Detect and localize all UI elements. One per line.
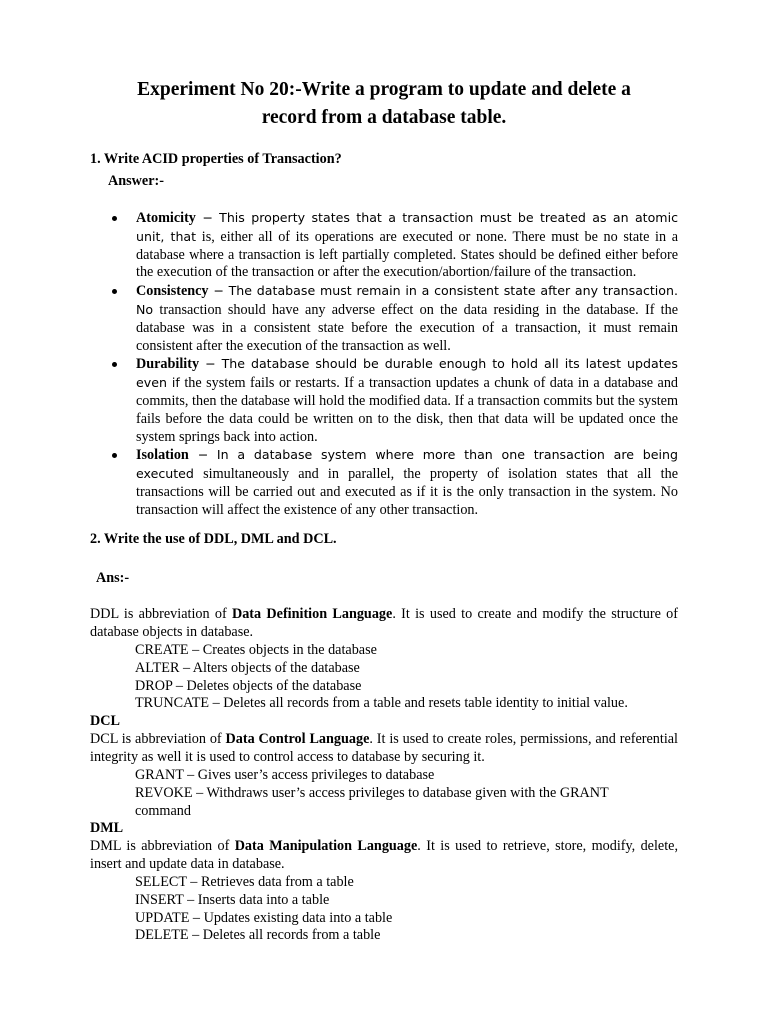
list-item-isolation bbox=[112, 446, 678, 519]
bullet-icon bbox=[112, 362, 117, 367]
atomicity-text: is, either all of its operations are executed or none. There must be no state in a database where a transaction is left partially completed. States should be defined either before the execution of the transaction or after the execution/abortion/failure of the transaction. bbox=[136, 228, 678, 281]
bullet-icon bbox=[112, 289, 117, 294]
list-item-durability bbox=[112, 355, 678, 446]
bullet-icon bbox=[112, 453, 117, 458]
answer-2-label: Ans:- bbox=[96, 570, 130, 586]
answer-1-label: Answer:- bbox=[108, 173, 164, 189]
dml-command-list bbox=[135, 874, 680, 945]
dcl-paragraph bbox=[90, 731, 678, 767]
acid-list bbox=[112, 209, 678, 520]
ddl-command: TRUNCATE – Deletes all records from a table and resets table identity to initial value. bbox=[135, 695, 628, 712]
atomicity-first-line: − This property states that a transaction must be treated as an atomic unit, that bbox=[136, 210, 678, 244]
dml-command: DELETE – Deletes all records from a table bbox=[135, 927, 381, 944]
dcl-intro-text: DCL is abbreviation of bbox=[90, 731, 226, 747]
term-isolation: Isolation bbox=[136, 447, 189, 464]
dcl-command-list bbox=[135, 767, 680, 820]
consistency-first-line: − The database must remain in a consistent state after any transaction. No bbox=[136, 283, 678, 317]
dml-term: Data Manipulation Language bbox=[234, 838, 418, 854]
question-1: 1. Write ACID properties of Transaction? bbox=[90, 151, 342, 167]
ddl-command: CREATE – Creates objects in the database bbox=[135, 642, 377, 658]
list-item-atomicity bbox=[112, 209, 678, 282]
ddl-command-list bbox=[135, 642, 680, 713]
durability-text: the system fails or restarts. If a transaction updates a chunk of data in a database and commits, then the database will hold the modified data. If a transaction commits but the system fails before the data could be written on to the disk, then that data will be updated once the system springs back into action. bbox=[136, 375, 679, 445]
title-line-2: record from a database table. bbox=[261, 107, 507, 128]
ddl-command: ALTER – Alters objects of the database bbox=[135, 659, 360, 676]
isolation-first-line: − In a database system where more than one transaction are being executed bbox=[136, 447, 678, 482]
bullet-icon bbox=[112, 216, 117, 221]
question-2: 2. Write the use of DDL, DML and DCL. bbox=[90, 531, 337, 547]
ddl-intro-rest: . It is used to create and modify the structure of database objects in database. bbox=[90, 606, 678, 640]
dml-command: UPDATE – Updates existing data into a table bbox=[135, 909, 393, 926]
term-consistency: Consistency bbox=[136, 283, 209, 300]
dml-intro-rest: . It is used to retrieve, store, modify, delete, insert and update data in database. bbox=[90, 838, 679, 872]
consistency-text: transaction should have any adverse effect on the data residing in the database. If the database was in a consistent state before the execution of a transaction, it must remain consistent after the execution of the transaction as well. bbox=[136, 301, 679, 354]
durability-first-line: − The database should be durable enough to hold all its latest updates even if bbox=[136, 356, 678, 391]
title-line-1: Experiment No 20:-Write a program to update and delete a bbox=[137, 79, 631, 100]
dcl-command: command bbox=[135, 802, 191, 819]
isolation-text: simultaneously and in parallel, the property of isolation states that all the transactions will be carried out and executed as if it is the only transaction in the system. No transaction will affect the existence of any other transaction. bbox=[136, 466, 678, 518]
ddl-intro-text: DDL is abbreviation of bbox=[90, 606, 232, 622]
page-title bbox=[120, 76, 648, 132]
dml-paragraph bbox=[90, 838, 678, 874]
dcl-heading: DCL bbox=[90, 713, 120, 729]
dml-command: INSERT – Inserts data into a table bbox=[135, 891, 330, 908]
dml-heading: DML bbox=[90, 820, 124, 836]
dcl-term: Data Control Language bbox=[225, 731, 370, 747]
ddl-term: Data Definition Language bbox=[231, 606, 393, 622]
dcl-intro-rest: . It is used to create roles, permissions, and referential integrity as well it is used to control access to database by securing it. bbox=[90, 731, 678, 765]
dcl-command: GRANT – Gives user’s access privileges to database bbox=[135, 767, 435, 783]
ddl-paragraph bbox=[90, 606, 678, 642]
dml-command: SELECT – Retrieves data from a table bbox=[135, 874, 354, 890]
list-item-consistency bbox=[112, 282, 678, 355]
dcl-command: REVOKE – Withdraws user’s access privileges to database given with the GRANT bbox=[135, 784, 609, 801]
dml-intro-text: DML is abbreviation of bbox=[90, 838, 235, 854]
term-durability: Durability bbox=[136, 356, 200, 373]
term-atomicity: Atomicity bbox=[136, 210, 196, 226]
ddl-command: DROP – Deletes objects of the database bbox=[135, 677, 362, 694]
